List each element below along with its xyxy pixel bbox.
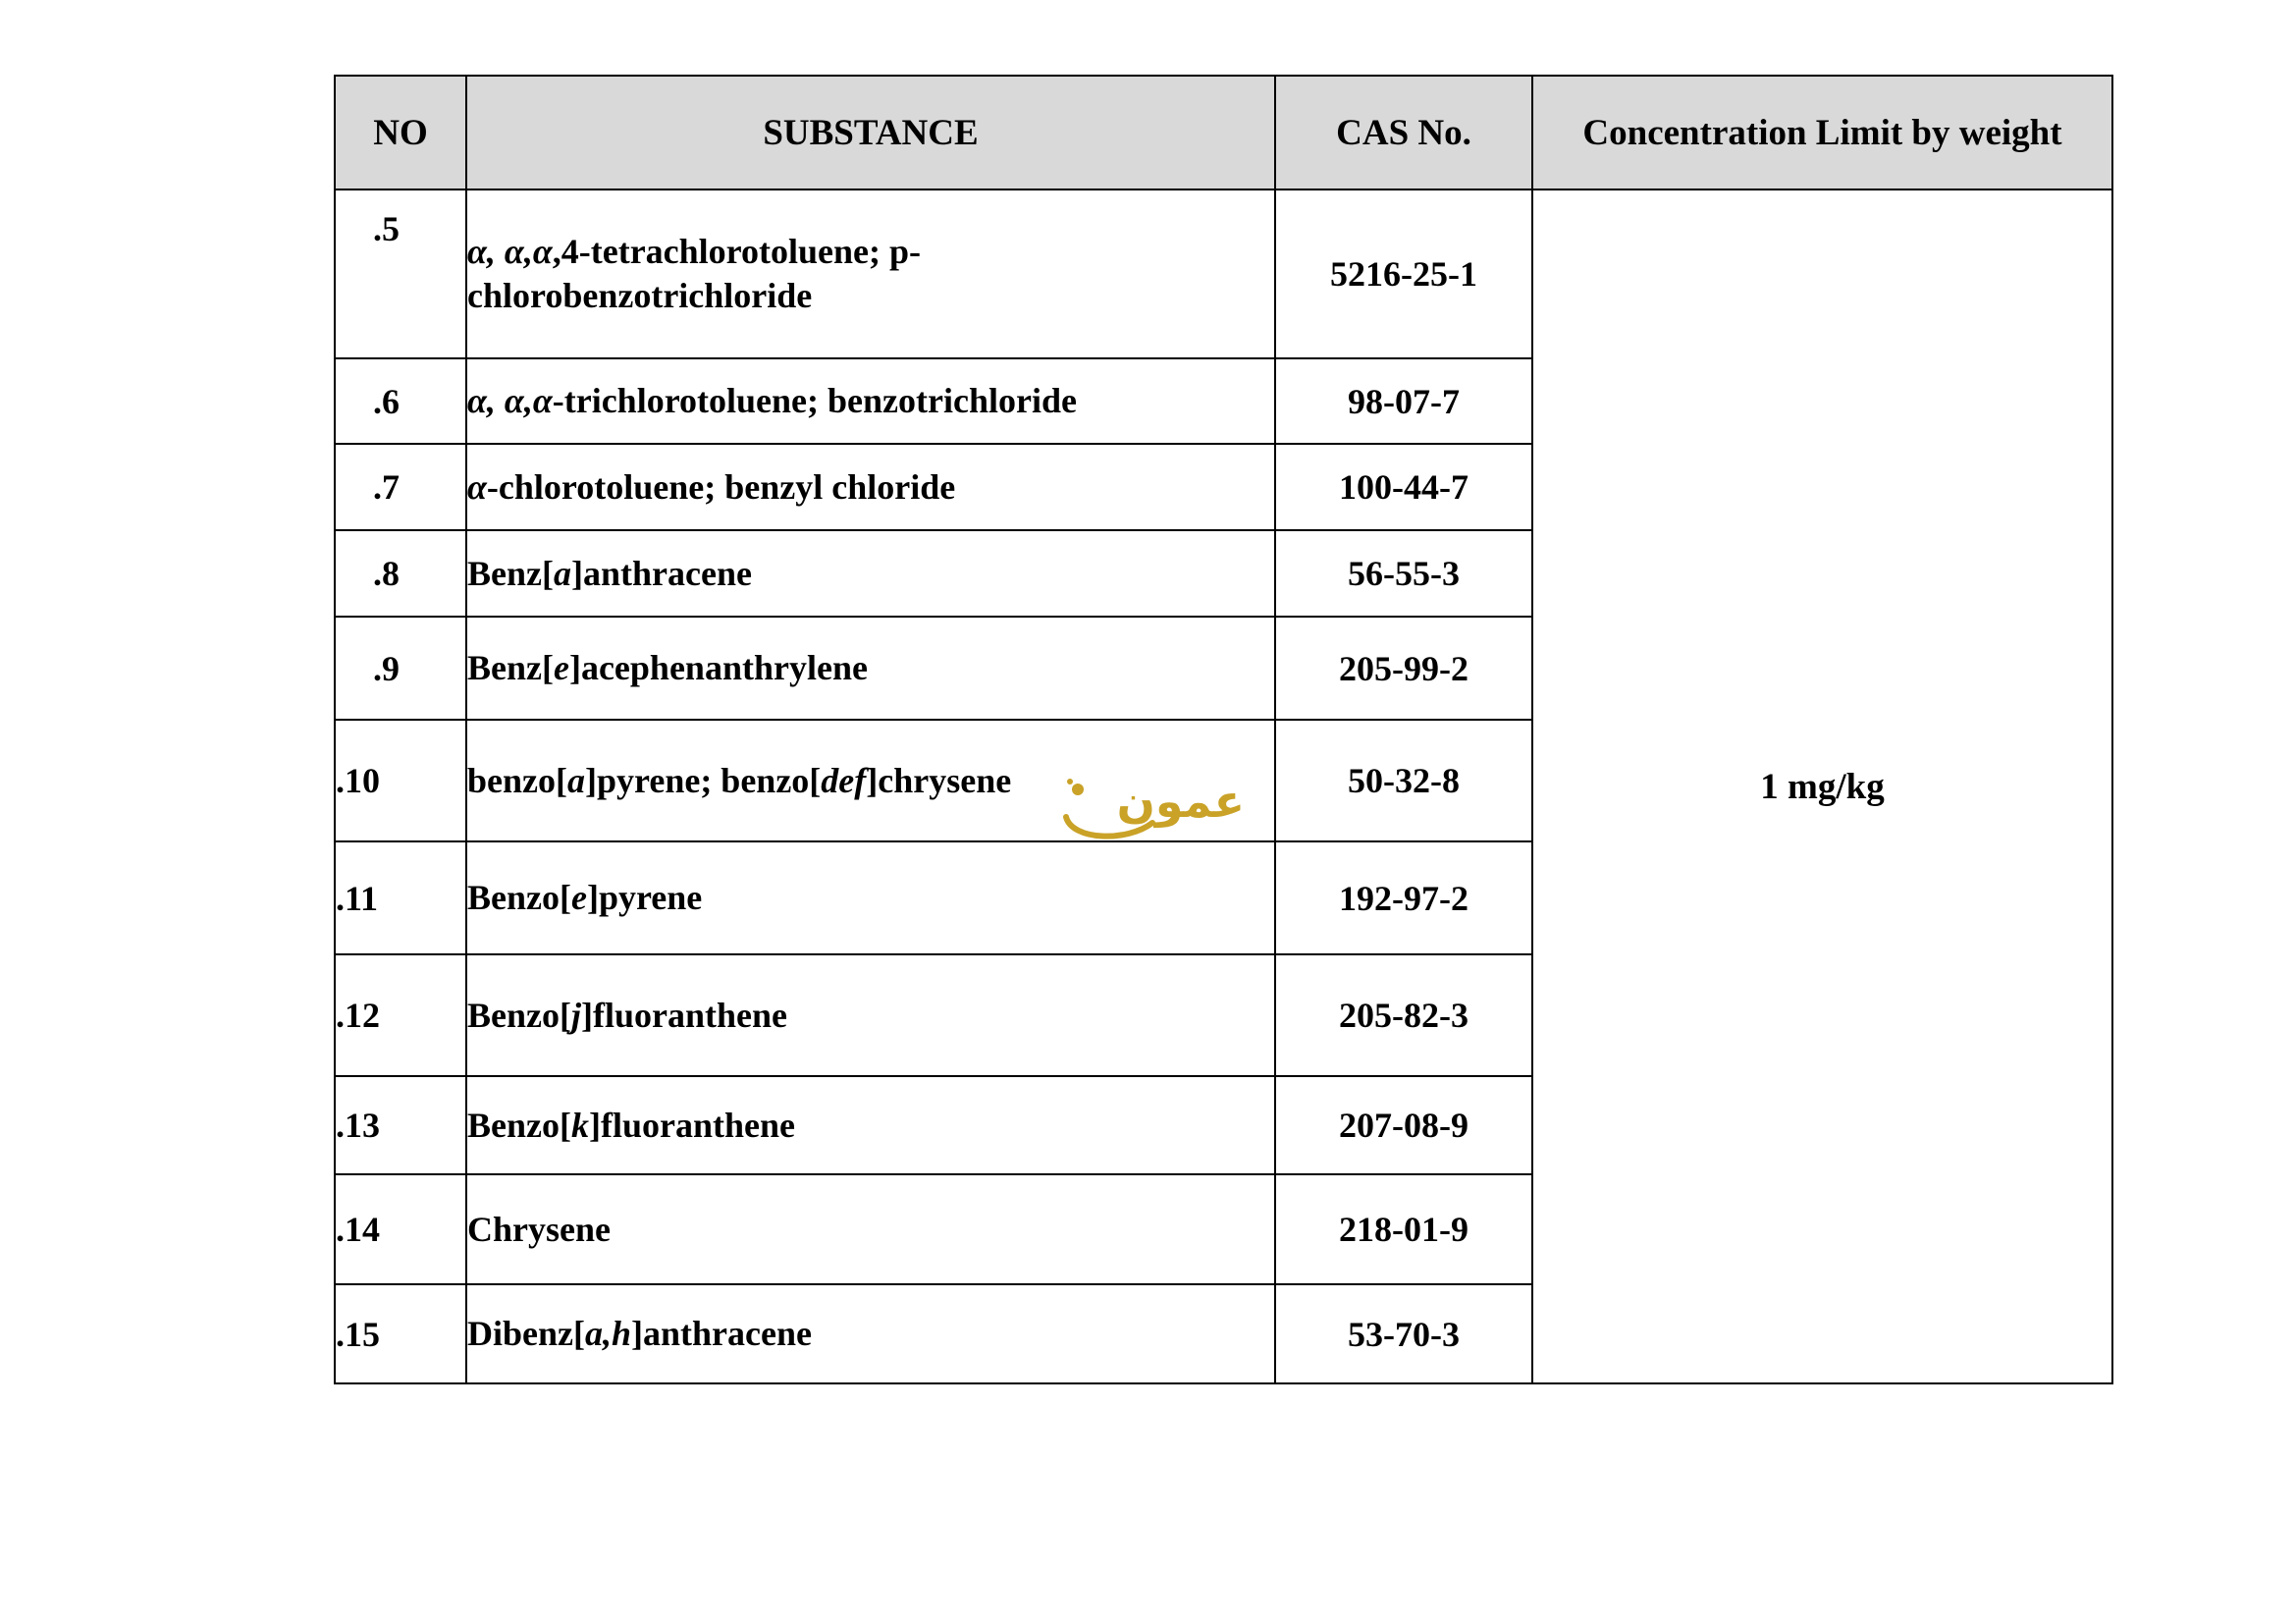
substance-name: [466, 1174, 1275, 1284]
row-number: .11: [335, 841, 466, 954]
cas-number: 5216-25-1: [1275, 189, 1532, 358]
substance-name-part: Benzo[: [467, 1105, 571, 1145]
substance-name-part: Benz[: [467, 648, 554, 687]
cas-number: 205-99-2: [1275, 617, 1532, 720]
row-number: .6: [335, 358, 466, 444]
substance-name-part: def: [821, 760, 867, 800]
cas-number: 100-44-7: [1275, 444, 1532, 530]
row-number: .12: [335, 954, 466, 1076]
row-number: .9: [335, 617, 466, 720]
substance-name-line2: chlorobenzotrichloride: [467, 276, 813, 315]
substance-name-part: ,4-tetrachlorotoluene; p-: [552, 232, 921, 271]
substance-table: [334, 75, 2113, 1384]
cas-number: 192-97-2: [1275, 841, 1532, 954]
watermark-mark-dot: [1067, 779, 1073, 785]
substance-name: [466, 954, 1275, 1076]
substance-name-part: a: [553, 553, 571, 593]
row-number: .14: [335, 1174, 466, 1284]
row-number: .10: [335, 720, 466, 841]
substance-name: [466, 530, 1275, 617]
header-concentration: Concentration Limit by weight: [1532, 76, 2112, 189]
substance-name-part: Dibenz[: [467, 1314, 585, 1353]
substance-name-part: ]fluoranthene: [581, 995, 787, 1035]
row-number: .13: [335, 1076, 466, 1174]
cas-number: 205-82-3: [1275, 954, 1532, 1076]
substance-name-part: Benz[: [467, 553, 554, 593]
substance-name-part: ]chrysene: [866, 760, 1012, 800]
table-row: [335, 189, 2112, 358]
substance-name: [466, 1076, 1275, 1174]
substance-name-part: ]acephenanthrylene: [568, 648, 868, 687]
cas-number: 50-32-8: [1275, 720, 1532, 841]
substance-name-part: j: [570, 995, 581, 1035]
substance-name-part: k: [570, 1105, 589, 1145]
row-number: .7: [335, 444, 466, 530]
cas-number: 98-07-7: [1275, 358, 1532, 444]
watermark-text: عمون: [1116, 775, 1245, 828]
substance-name-part: a,h: [585, 1314, 632, 1353]
cas-number: 207-08-9: [1275, 1076, 1532, 1174]
cas-number: 56-55-3: [1275, 530, 1532, 617]
substance-name-part: a: [567, 760, 585, 800]
row-number: .15: [335, 1284, 466, 1383]
watermark-logo: [1058, 766, 1255, 850]
substance-name: [466, 444, 1275, 530]
substance-name-part: -chlorotoluene; benzyl chloride: [486, 466, 956, 507]
table-header-row: [335, 76, 2112, 189]
substance-name-part: Benzo[: [467, 995, 571, 1035]
substance-name-part: -trichlorotoluene; benzotrichloride: [552, 381, 1077, 420]
substance-name-part: e: [553, 648, 569, 687]
row-number: .8: [335, 530, 466, 617]
cas-number: 218-01-9: [1275, 1174, 1532, 1284]
substance-name-part: ]pyrene; benzo[: [585, 760, 822, 800]
header-cas: CAS No.: [1275, 76, 1532, 189]
substance-name: [466, 841, 1275, 954]
substance-name-part: Benzo[: [467, 878, 571, 917]
substance-name-part: ]fluoranthene: [588, 1105, 795, 1145]
substance-name-part: benzo[: [467, 760, 567, 800]
cas-number: 53-70-3: [1275, 1284, 1532, 1383]
substance-name-part: α, α,α: [467, 232, 553, 271]
header-no: NO: [335, 76, 466, 189]
row-number: .5: [335, 189, 466, 358]
substance-name-part: e: [570, 878, 587, 917]
substance-name: [466, 1284, 1275, 1383]
watermark-mark: [1072, 784, 1084, 795]
substance-name-part: ]pyrene: [586, 878, 703, 917]
substance-name-part: ]anthracene: [570, 553, 752, 593]
substance-name-part: α: [467, 466, 487, 507]
substance-name: [466, 189, 1275, 358]
substance-name-part: ]anthracene: [631, 1314, 812, 1353]
substance-name-part: α, α,α: [467, 381, 553, 420]
header-substance: SUBSTANCE: [466, 76, 1275, 189]
substance-name: [466, 617, 1275, 720]
concentration-limit: 1 mg/kg: [1532, 189, 2112, 1383]
substance-name-part: Chrysene: [467, 1209, 611, 1249]
substance-name: [466, 358, 1275, 444]
